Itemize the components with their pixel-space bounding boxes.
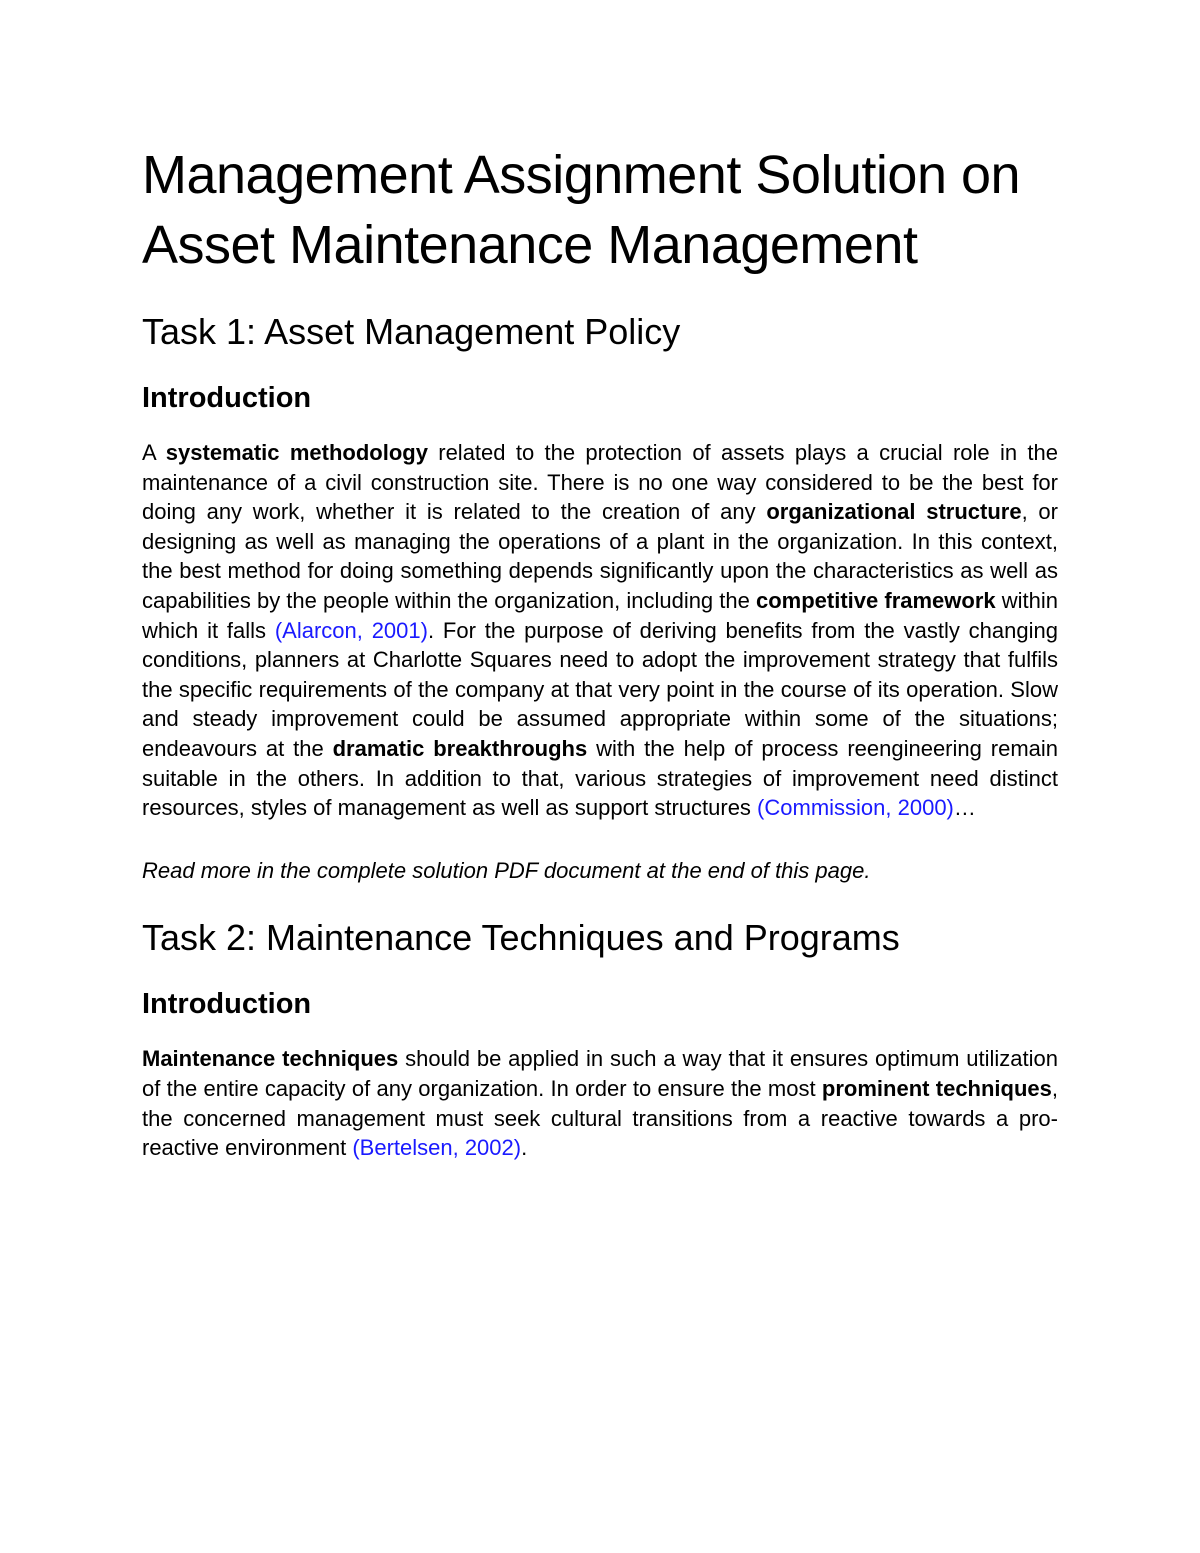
text-run: A [142, 440, 166, 465]
document-page [142, 140, 1058, 1163]
task2-heading: Task 2: Maintenance Techniques and Programs [142, 917, 900, 959]
bold-term: prominent techniques [821, 1075, 1052, 1101]
bold-term: organizational structure [766, 499, 1022, 525]
bold-term: competitive framework [756, 587, 996, 613]
text-run: , the concerned management must seek cultural transitions from a reactive towards a pro-reactive environment [142, 1075, 1059, 1161]
read-more-note: Read more in the complete solution PDF document at the end of this page. [142, 857, 871, 883]
task1-introduction-heading: Introduction [142, 382, 312, 414]
bold-term: systematic methodology [165, 440, 428, 465]
citation-link[interactable]: (Commission, 2000) [757, 795, 954, 821]
citation-link[interactable]: (Bertelsen, 2002) [352, 1135, 522, 1161]
task2-paragraph [142, 1044, 1058, 1162]
text-run: within which it falls [142, 587, 1059, 643]
text-run: related to the protection of assets plays a crucial role in the maintenance of a civil construction site. There is no one way considered to be the best for doing any work, whether it is related to the creation of any [142, 440, 1058, 525]
text-run: . For the purpose of deriving benefits from the vastly changing conditions, planners at Charlotte Squares need to adopt the improvement strategy that fulfils the specific requirements of the company at that very point in the course of its operation. Slow and steady improvement could be assumed appropriate within some of the situations; endeavours at the [142, 617, 1058, 761]
task1-paragraph [142, 438, 1058, 823]
text-run: should be applied in such a way that it ensures optimum utilization of the entire capacity of any organization. In order to ensure the most [142, 1046, 1058, 1101]
text-run: … [953, 795, 976, 821]
text-run: . [521, 1135, 528, 1161]
bold-term: dramatic breakthroughs [332, 735, 588, 761]
text-run: with the help of process reengineering remain suitable in the others. In addition to that, various strategies of improvement need distinct resources, styles of management as well as support structures [142, 735, 1059, 821]
document-title: Management Assignment Solution on Asset Maintenance Management [142, 145, 1021, 275]
citation-link[interactable]: (Alarcon, 2001) [274, 617, 428, 643]
bold-term: Maintenance techniques [142, 1046, 399, 1072]
task2-introduction-heading: Introduction [142, 988, 312, 1021]
text-run: , or designing as well as managing the operations of a plant in the organization. In this context, the best method for doing something depends significantly upon the characteristics as well as capabilities by the people within the organization, including the [142, 499, 1058, 613]
task1-heading: Task 1: Asset Management Policy [142, 311, 681, 352]
